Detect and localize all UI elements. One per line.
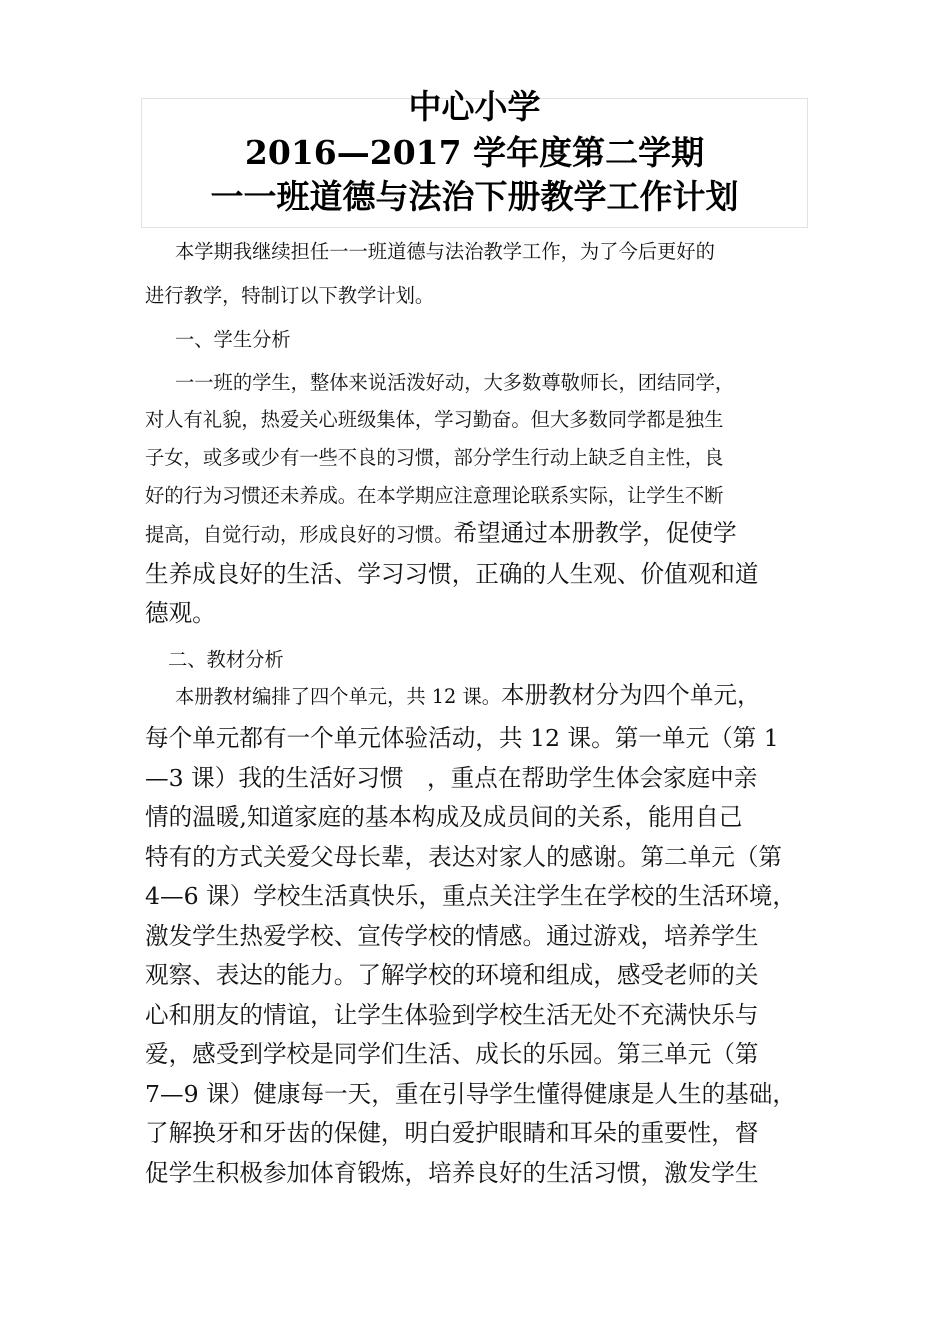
paragraph-line: 好的行为习惯还未养成。在本学期应注意理论联系实际，让学生不断 xyxy=(145,484,724,507)
paragraph-line: 4—6 课）学校生活真快乐，重点关注学生在学校的生活环境， xyxy=(145,882,796,910)
intro-line: 本学期我继续担任一一班道德与法治教学工作，为了今后更好的 xyxy=(175,240,715,263)
paragraph-line: 爱，感受到学校是同学们生活、成长的乐园。第三单元（第 xyxy=(145,1040,759,1068)
paragraph-line: 促学生积极参加体育锻炼，培养良好的生活习惯，激发学生 xyxy=(145,1159,759,1187)
plan-title: 一一班道德与法治下册教学工作计划 xyxy=(210,177,739,216)
intro-line: 进行教学，特制订以下教学计划。 xyxy=(145,284,435,307)
term-title: 2016—2017 学年度第二学期 xyxy=(244,133,705,172)
paragraph-line-mixed xyxy=(145,519,805,547)
paragraph-line: 心和朋友的情谊，让学生体验到学校生活无处不充满快乐与 xyxy=(145,1001,759,1029)
paragraph-line: 激发学生热爱学校、宣传学校的情感。通过游戏，培养学生 xyxy=(145,922,759,950)
text-span: 本册教材分为四个单元， xyxy=(501,681,761,709)
paragraph-line: 对人有礼貌，热爱关心班级集体，学习勤奋。但大多数同学都是独生 xyxy=(145,408,724,431)
paragraph-line: —3 课）我的生活好习惯 ，重点在帮助学生体会家庭中亲 xyxy=(145,764,758,792)
paragraph-line: 7—9 课）健康每一天，重在引导学生懂得健康是人生的基础， xyxy=(145,1080,796,1108)
school-title: 中心小学 xyxy=(408,87,541,126)
paragraph-line: 德观。 xyxy=(145,599,216,627)
text-span: 提高，自觉行动，形成良好的习惯。 xyxy=(145,523,454,546)
paragraph-line: 特有的方式关爱父母长辈，表达对家人的感谢。第二单元（第 xyxy=(145,843,783,871)
paragraph-line: 观察、表达的能力。了解学校的环境和组成，感受老师的关 xyxy=(145,961,759,989)
paragraph-line: 了解换牙和牙齿的保健，明白爱护眼睛和耳朵的重要性，督 xyxy=(145,1119,759,1147)
paragraph-line-mixed xyxy=(175,681,805,709)
section-heading-student-analysis: 一、学生分析 xyxy=(175,328,291,351)
paragraph-line: 情的温暖,知道家庭的基本构成及成员间的关系，能用自己 xyxy=(145,803,743,831)
paragraph-line: 子女，或多或少有一些不良的习惯，部分学生行动上缺乏自主性，良 xyxy=(145,446,724,469)
section-heading-textbook-analysis: 二、教材分析 xyxy=(168,648,284,671)
text-span: 本册教材编排了四个单元，共 12 课。 xyxy=(175,685,502,708)
paragraph-line: 生养成良好的生活、学习习惯，正确的人生观、价值观和道 xyxy=(145,560,759,588)
paragraph-line: 每个单元都有一个单元体验活动，共 12 课。第一单元（第 1 xyxy=(145,724,779,752)
text-span: 希望通过本册教学，促使学 xyxy=(453,519,737,547)
paragraph-line: 一一班的学生，整体来说活泼好动，大多数尊敬师长，团结同学， xyxy=(175,371,735,394)
